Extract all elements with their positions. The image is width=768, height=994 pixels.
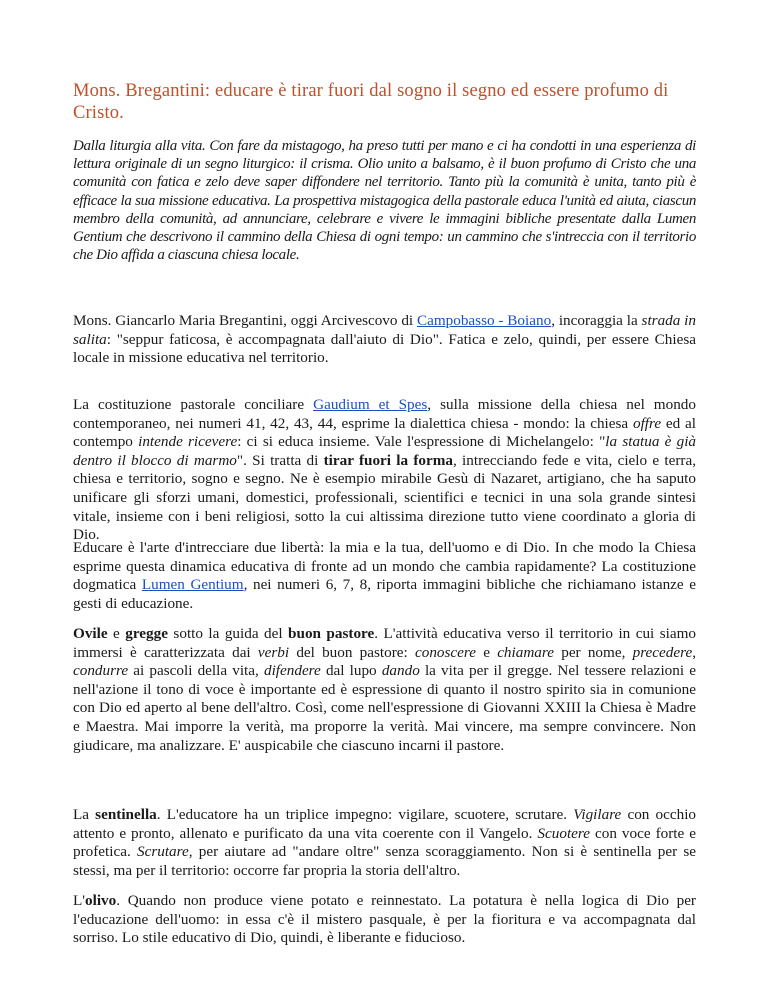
text: la vita per il gregge. Nel tessere relazioni e nell'azione il tono di voce è importante ed è espressione di quanto il nostro spirito sia in comunione con Dio ed aperto al bene dell'altro. Così, come nell'espressione di Giovanni XXIII la Chiesa è Madre e Maestra. Mai imporre la verità, ma proporre la verità. Mai vincere, ma sempre convincere. Non giudicare, ma analizzare. E' auspicabile che ciascuno incarni il pastore. xyxy=(73,662,696,754)
text: e xyxy=(107,625,126,642)
text: per nome, xyxy=(554,643,633,661)
text: Mons. Giancarlo Maria Bregantini, oggi Arcivescovo di xyxy=(73,312,417,329)
text: . L'educatore ha un triplice impegno: vigilare, scuotere, scrutare. xyxy=(156,806,574,823)
strong-text: buon pastore xyxy=(288,625,375,642)
text: . Quando non produce viene potato e reinnestato. La potatura è nella logica di Dio per l'educazione dell'uomo: in essa c'è il mistero pasquale, è per la fioritura e va accompagnata dal sorriso. Lo stile educativo di Dio, quindi, è liberante e fiducioso. xyxy=(73,892,696,947)
paragraph-gaudium-et-spes xyxy=(73,396,696,545)
paragraph-lumen-gentium xyxy=(73,539,696,613)
text: . L'attività educativa verso il territorio in cui siamo immersi è caratterizzata dai xyxy=(73,625,696,661)
link-gaudium-et-spes[interactable]: Gaudium et Spes xyxy=(313,396,428,413)
emphasis: verbi xyxy=(257,643,290,661)
strong-text: Ovile xyxy=(73,625,108,642)
emphasis: chiamare xyxy=(497,643,554,661)
article-intro: Dalla liturgia alla vita. Con fare da mistagogo, ha preso tutti per mano e ci ha condotti in una esperienza di lettura originale di un segno liturgico: il crisma. Olio unito a balsamo, è il buon profumo di Cristo che una comunità con fatica e zelo deve saper diffondere nel territorio. Tanto più la comunità è unita, tanto più è efficace la sua missione educativa. La prospettiva mistagogica della pastorale educa l'unità ed aiuta, ciascun membro della comunità, ad annunciare, celebrare e vivere le immagini bibliche presentate dalla Lumen Gentium che descrivono il cammino della Chiesa di ogni tempo: un cammino che s'intreccia con il territorio che Dio affida a ciascuna chiesa locale. xyxy=(73,138,696,264)
text: ". Si tratta di xyxy=(236,451,324,469)
emphasis: precedere xyxy=(632,643,693,661)
text: del buon pastore: xyxy=(289,643,415,661)
strong-text: gregge xyxy=(125,625,168,642)
text: con occhio attento e pronto, allenato e purificato da una vita coerente con il Vangelo. xyxy=(73,806,697,842)
emphasis: Scuotere xyxy=(537,824,590,842)
link-lumen-gentium[interactable]: Lumen Gentium xyxy=(141,576,244,594)
strong-text: olivo xyxy=(85,892,117,909)
link-campobasso-boiano[interactable]: Campobasso - Boiano xyxy=(416,312,552,329)
paragraph-intro-bregantini xyxy=(73,312,696,368)
text: La xyxy=(73,806,96,823)
strong-text: sentinella xyxy=(95,806,157,823)
emphasis: conoscere xyxy=(414,643,476,661)
paragraph-ovile-gregge xyxy=(73,625,696,755)
emphasis: strada in salita xyxy=(73,312,696,348)
strong-text: tirar fuori la forma xyxy=(323,451,453,469)
emphasis: offre xyxy=(632,414,662,432)
text: ai pascoli della vita, xyxy=(128,662,264,680)
text: L' xyxy=(73,892,86,909)
text: , per aiutare ad "andare oltre" senza scoraggiamento. Non si è sentinella per se stessi, ma per il territorio: occorre far propria la storia dell'altro. xyxy=(73,843,697,879)
emphasis: Scrutare xyxy=(136,843,189,861)
emphasis: la statua è già dentro il blocco di marmo xyxy=(73,433,697,469)
emphasis: Vigilare xyxy=(573,806,622,823)
text: : "seppur faticosa, è accompagnata dall'aiuto di Dio". Fatica e zelo, quindi, per essere Chiesa locale in missione educativa nel territorio. xyxy=(73,330,696,367)
text: : ci si educa insieme. Vale l'espressione di Michelangelo: " xyxy=(237,433,606,451)
text: dal lupo xyxy=(320,662,382,680)
paragraph-olivo xyxy=(73,892,696,948)
text: , intrecciando fede e vita, cielo e terra, chiesa e territorio, sogno e segno. Ne è esempio mirabile Gesù di Nazaret, artigiano, che ha saputo unificare gli sforzi umani, domestici, professionali, scientifici e tecnici in una sola grande sintesi vitale, insieme con i beni religiosi, sotto la cui altissima direzione tutto viene coordinato a gloria di Dio. xyxy=(73,451,696,544)
text: La costituzione pastorale conciliare xyxy=(73,396,314,413)
text: , incoraggia la xyxy=(551,312,642,329)
text: , sulla missione della chiesa nel mondo contemporaneo, nei numeri 41, 42, 43, 44, esprime la dialettica chiesa - mondo: la chiesa xyxy=(73,396,696,432)
text: , nei numeri 6, 7, 8, riporta immagini bibliche che richiamano istanze e gesti di educazione. xyxy=(73,576,696,612)
emphasis: intende ricevere xyxy=(138,433,238,451)
paragraph-sentinella xyxy=(73,806,696,880)
text: ed al contempo xyxy=(73,414,697,451)
text: , xyxy=(692,643,696,661)
text: sotto la guida del xyxy=(167,625,289,642)
text: Educare è l'arte d'intrecciare due libertà: la mia e la tua, dell'uomo e di Dio. In che modo la Chiesa esprime questa dinamica educativa di fronte ad un mondo che cambia rapidamente? La costituzione dogmatica xyxy=(73,539,696,594)
emphasis: condurre xyxy=(73,662,129,680)
emphasis: dando xyxy=(381,662,420,680)
text: e xyxy=(476,643,498,661)
article-title: Mons. Bregantini: educare è tirar fuori dal sogno il segno ed essere profumo di Cristo. xyxy=(73,81,669,123)
text: con voce forte e profetica. xyxy=(73,824,696,861)
emphasis: difendere xyxy=(263,662,321,680)
